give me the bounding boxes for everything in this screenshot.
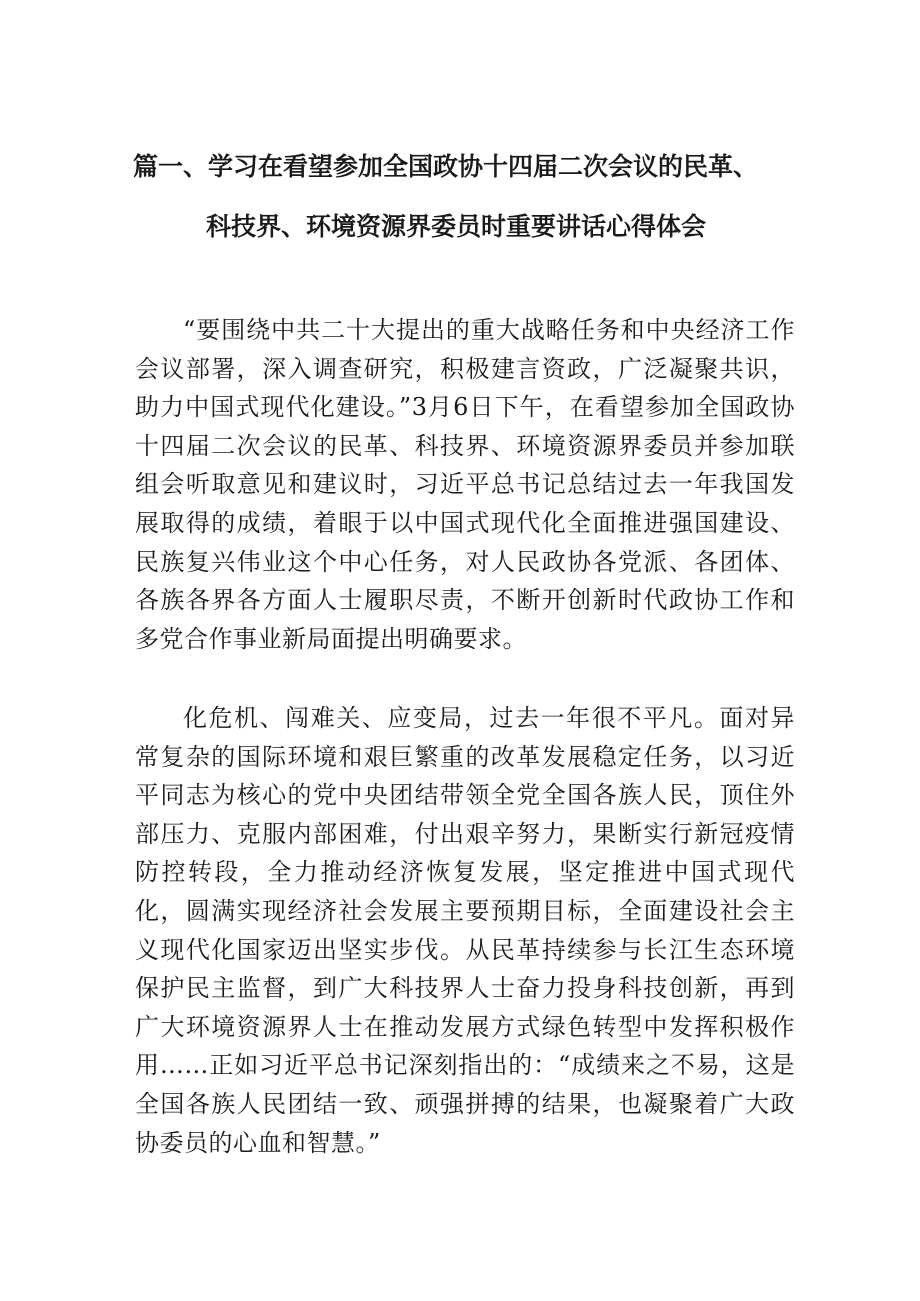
body-paragraph-2: 化危机、闯难关、应变局，过去一年很不平凡。面对异常复杂的国际环境和艰巨繁重的改革发展稳定任务，以习近平同志为核心的党中央团结带领全党全国各族人民，顶住外部压力、克服内部困难，付出艰辛努力，果断实行新冠疫情防控转段，全力推动经济恢复发展，坚定推进中国式现代化，圆满实现经济社会发展主要预期目标，全面建设社会主义现代化国家迈出坚实步伐。从民革持续参与长江生态环境保护民主监督，到广大科技界人士奋力投身科技创新，再到广大环境资源界人士在推动发展方式绿色转型中发挥积极作用……正如习近平总书记深刻指出的：“成绩来之不易，这是全国各族人民团结一致、顽强拼搏的结果，也凝聚着广大政协委员的心血和智慧。” xyxy=(135,704,795,1157)
body-paragraph-1: “要围绕中共二十大提出的重大战略任务和中央经济工作会议部署，深入调查研究，积极建言资政，广泛凝聚共识，助力中国式现代化建设。”3月6日下午，在看望参加全国政协十四届二次会议的民革、科技界、环境资源界委员并参加联组会听取意见和建议时，习近平总书记总结过去一年我国发展取得的成绩，着眼于以中国式现代化全面推进强国建设、民族复兴伟业这个中心任务，对人民政协各党派、各团体、各族各界各方面人士履职尽责，不断开创新时代政协工作和多党合作事业新局面提出明确要求。 xyxy=(135,316,795,653)
document-title-line-1: 篇一、学习在看望参加全国政协十四届二次会议的民革、 xyxy=(133,152,759,181)
document-title-line-2: 科技界、环境资源界委员时重要讲话心得体会 xyxy=(206,212,707,241)
